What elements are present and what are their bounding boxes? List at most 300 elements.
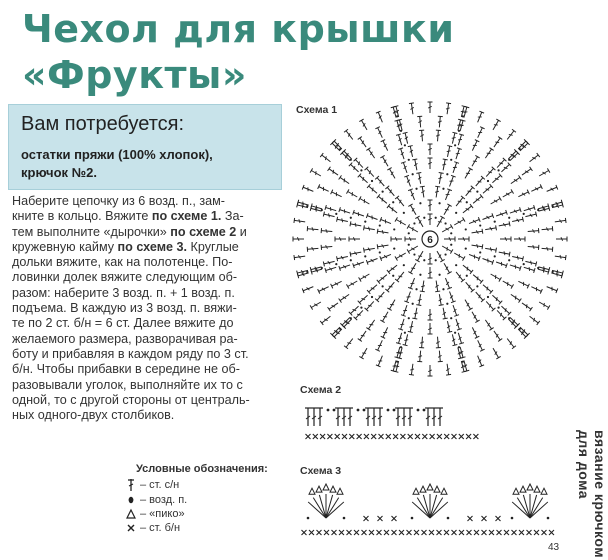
- single-crochet-mark: [482, 530, 487, 535]
- stitch-mark: [509, 263, 521, 271]
- stitch-mark: [417, 116, 423, 127]
- single-crochet-mark: [408, 434, 413, 439]
- chain-mark: [363, 409, 366, 412]
- stitch-mark: [408, 189, 417, 201]
- chain-mark: [408, 317, 410, 319]
- chain-mark: [523, 213, 525, 215]
- stitch-mark: [512, 217, 524, 224]
- stitch-mark: [538, 300, 550, 310]
- stitch-mark: [366, 318, 376, 330]
- single-crochet-mark: [327, 434, 332, 439]
- stitch-mark: [441, 159, 448, 171]
- chain-mark: [479, 251, 481, 253]
- chain-mark: [415, 188, 417, 190]
- chain-mark: [393, 409, 396, 412]
- stitch-mark: [344, 129, 355, 141]
- stitch-mark: [475, 127, 484, 139]
- stitch-mark: [541, 246, 552, 252]
- stitch-mark: [437, 294, 444, 306]
- stitch-mark: [305, 408, 311, 426]
- stitch-mark: [482, 256, 494, 265]
- stitch-mark: [403, 334, 410, 346]
- stitch-mark: [366, 213, 378, 222]
- stitch-mark: [470, 140, 479, 152]
- stitch-mark: [437, 408, 443, 426]
- single-crochet-mark: [459, 530, 464, 535]
- chain-mark: [435, 217, 437, 219]
- single-crochet-mark: [437, 434, 442, 439]
- stitch-mark: [525, 212, 537, 219]
- stitch-mark: [359, 119, 369, 131]
- stitch-mark: [335, 237, 346, 242]
- stitch-mark: [441, 307, 448, 319]
- stitch-mark: [408, 321, 415, 333]
- stitch-mark: [483, 148, 493, 160]
- single-crochet-mark: [306, 434, 311, 439]
- chain-mark: [487, 180, 489, 182]
- stitch-mark: [474, 290, 485, 302]
- single-crochet-mark: [422, 434, 427, 439]
- side-caption: вязание крючком для дома: [576, 430, 608, 559]
- stitch-mark: [501, 279, 513, 289]
- stitch-mark: [346, 189, 358, 199]
- stitch-mark: [311, 408, 317, 426]
- stitch-mark: [395, 196, 406, 208]
- stitch-mark: [346, 279, 358, 289]
- chain-mark: [454, 332, 456, 334]
- single-crochet-mark: [347, 530, 352, 535]
- stitch-mark: [456, 134, 464, 146]
- stitch-mark: [349, 304, 360, 315]
- stitch-mark: [468, 217, 480, 226]
- stitch-mark: [431, 408, 437, 426]
- chain-mark: [487, 296, 489, 298]
- instructions-line: кните в кольцо. Вяжите по схеме 1. За-: [12, 209, 244, 224]
- stitch-mark: [451, 162, 459, 174]
- stitch-mark: [428, 214, 433, 225]
- stitch-mark: [409, 363, 415, 375]
- stitch-mark: [471, 229, 483, 236]
- stitch-mark: [408, 277, 417, 289]
- stitch-mark: [450, 334, 457, 346]
- stitch-mark: [525, 259, 537, 266]
- stitch-mark: [546, 284, 558, 293]
- stitch-mark: [387, 168, 397, 180]
- single-crochet-mark: [349, 434, 354, 439]
- chain-mark: [403, 212, 405, 214]
- stitch-mark: [425, 408, 431, 426]
- stitch-mark: [445, 321, 452, 333]
- stitch-mark: [381, 326, 390, 338]
- stitch-mark: [371, 408, 377, 426]
- stitch-mark: [521, 301, 533, 311]
- single-crochet-mark: [489, 530, 494, 535]
- chain-stitch-symbol-icon: [126, 493, 136, 507]
- stitch-mark: [375, 127, 384, 139]
- stitch-mark: [475, 111, 484, 123]
- page-number: 43: [548, 542, 560, 553]
- chain-mark: [508, 217, 510, 219]
- single-crochet-mark: [342, 434, 347, 439]
- stitch-mark: [417, 350, 423, 361]
- stitch-mark: [331, 190, 343, 199]
- stitch-mark: [404, 175, 413, 187]
- chain-mark: [444, 222, 446, 224]
- single-crochet-mark: [474, 530, 479, 535]
- single-crochet-mark: [414, 530, 419, 535]
- stitch-mark: [428, 200, 433, 211]
- chain-mark: [408, 232, 410, 234]
- stitch-mark: [485, 246, 497, 253]
- stitch-mark: [359, 196, 371, 206]
- stitch-mark: [498, 221, 510, 228]
- single-crochet-mark: [467, 530, 472, 535]
- stitch-mark: [445, 363, 451, 375]
- chain-mark: [392, 201, 394, 203]
- chain-mark: [508, 259, 510, 261]
- chain-mark: [479, 224, 481, 226]
- stitch-mark: [358, 330, 368, 342]
- stitch-mark: [428, 309, 433, 320]
- stitch-mark: [339, 207, 351, 215]
- single-crochet-mark: [430, 434, 435, 439]
- stitch-mark: [453, 217, 465, 227]
- chain-mark: [408, 159, 410, 161]
- chain-mark: [393, 247, 395, 249]
- stitch-mark: [321, 244, 332, 250]
- legend-label: – ст. б/н: [140, 522, 181, 534]
- stitch-mark: [331, 279, 343, 288]
- stitch-mark: [294, 218, 306, 224]
- chain-mark: [364, 221, 366, 223]
- chain-mark: [450, 232, 452, 234]
- stitch-mark: [495, 260, 507, 268]
- stitch-mark: [354, 158, 365, 169]
- single-crochet-mark: [549, 530, 554, 535]
- stitch-mark: [380, 310, 390, 322]
- stitch-mark: [475, 339, 484, 351]
- stitch-mark: [325, 265, 337, 273]
- single-crochet-mark: [309, 530, 314, 535]
- stitch-mark: [341, 408, 347, 426]
- single-crochet-mark: [378, 516, 383, 521]
- stitch-mark: [323, 212, 335, 219]
- chain-mark: [357, 409, 360, 412]
- chain-mark: [350, 217, 352, 219]
- stitch-mark: [523, 265, 535, 273]
- stitch-mark: [302, 185, 314, 194]
- chain-mark: [419, 202, 421, 204]
- stitch-mark: [294, 254, 306, 260]
- single-crochet-mark: [302, 530, 307, 535]
- stitch-mark: [463, 168, 473, 180]
- stitch-mark: [517, 279, 529, 288]
- chain-mark: [327, 409, 330, 412]
- stitch-mark: [385, 281, 396, 293]
- single-crochet-mark: [384, 530, 389, 535]
- single-crochet-mark: [504, 530, 509, 535]
- single-crochet-mark: [399, 530, 404, 535]
- chain-mark: [446, 173, 448, 175]
- stitch-mark: [443, 189, 452, 201]
- chain-mark: [371, 296, 373, 298]
- chain-mark: [494, 255, 496, 257]
- stitch-mark: [428, 102, 433, 113]
- single-crochet-mark: [324, 530, 329, 535]
- chain-mark: [423, 409, 426, 412]
- stitch-mark: [461, 204, 473, 215]
- stitch-mark: [365, 300, 376, 312]
- single-crochet-mark: [371, 434, 376, 439]
- instructions-line: боту и прибавляя в каждом ряду по 3 ст.: [12, 346, 249, 361]
- requirements-yarn: остатки пряжи (100% хлопок),: [21, 147, 213, 162]
- stitch-mark: [318, 284, 330, 293]
- stitch-mark: [454, 196, 465, 208]
- stitch-mark: [509, 292, 521, 302]
- stitch-mark: [358, 293, 370, 304]
- stitch-mark: [501, 189, 513, 199]
- stitch-mark: [320, 314, 332, 325]
- chain-mark: [392, 275, 394, 277]
- single-crochet-mark: [527, 530, 532, 535]
- stitch-mark: [310, 300, 322, 310]
- instructions-line: одной, то с другой стороны от централь-: [12, 392, 250, 407]
- single-crochet-mark: [542, 530, 547, 535]
- chain-mark: [537, 209, 539, 211]
- chain-mark: [382, 285, 384, 287]
- stitch-mark: [483, 318, 493, 330]
- stitch-mark: [434, 280, 441, 292]
- stitch-mark: [495, 309, 506, 320]
- stitch-mark: [470, 326, 479, 338]
- legend-label: – «пико»: [140, 508, 185, 520]
- instructions-line: дольки вяжите, как на полотенце. По-: [12, 255, 233, 270]
- stitch-mark: [419, 130, 425, 141]
- lace-shell: [307, 484, 346, 519]
- stitch-mark: [350, 250, 362, 257]
- chain-mark: [413, 222, 415, 224]
- stitch-mark: [339, 175, 351, 185]
- single-crochet-mark: [415, 434, 420, 439]
- stitch-mark: [546, 185, 558, 194]
- stitch-mark: [367, 184, 379, 195]
- stitch-mark: [528, 228, 539, 234]
- stitch-mark: [554, 254, 566, 260]
- stitch-mark: [435, 130, 441, 141]
- page-title: [22, 6, 542, 98]
- single-crochet-mark: [320, 434, 325, 439]
- stitch-mark: [521, 167, 533, 177]
- stitch-mark: [481, 184, 493, 195]
- stitch-mark: [307, 226, 318, 232]
- scheme-2-diagram: [302, 404, 492, 444]
- chain-mark: [333, 409, 336, 412]
- stitch-mark: [454, 318, 462, 330]
- stitch-mark: [408, 204, 418, 216]
- single-crochet-mark: [369, 530, 374, 535]
- stitch-mark: [541, 226, 552, 232]
- stitch-mark: [416, 173, 423, 185]
- stitch-mark: [404, 291, 413, 303]
- single-crochet-mark: [482, 516, 487, 521]
- chain-mark: [350, 259, 352, 261]
- stitch-mark: [321, 228, 332, 234]
- stitch-mark: [470, 155, 480, 167]
- stitch-mark: [461, 263, 473, 274]
- chain-mark: [450, 244, 452, 246]
- chain-mark: [412, 303, 414, 305]
- stitch-mark: [320, 153, 332, 164]
- scheme-1-label: Схема 1: [296, 104, 338, 116]
- stitch-mark: [337, 217, 349, 224]
- stitch-mark: [395, 251, 407, 261]
- stitch-mark: [318, 184, 330, 193]
- stitch-mark: [358, 137, 368, 149]
- stitch-mark: [409, 103, 415, 115]
- stitch-mark: [447, 175, 456, 187]
- stitch-mark: [445, 103, 451, 115]
- stitch-mark: [447, 291, 456, 303]
- stitch-mark: [495, 210, 507, 218]
- instructions-line: тем выполните «дырочки» по схеме 2 и: [12, 224, 247, 239]
- chain-mark: [408, 244, 410, 246]
- chain-mark: [371, 180, 373, 182]
- chain-mark: [364, 255, 366, 257]
- single-crochet-mark: [444, 530, 449, 535]
- stitch-mark: [365, 408, 371, 426]
- stitch-mark: [491, 119, 501, 131]
- single-crochet-mark: [468, 516, 473, 521]
- stitch-mark: [365, 167, 376, 179]
- stitch-mark: [391, 237, 402, 242]
- stitch-mark: [396, 332, 404, 344]
- stitch-mark: [302, 284, 314, 293]
- instructions-line: те по 2 ст. б/н = 6 ст. Далее вяжите до: [12, 316, 234, 331]
- stitch-mark: [428, 267, 433, 278]
- stitch-mark: [401, 408, 407, 426]
- stitch-mark: [387, 204, 399, 215]
- single-crochet-mark: [335, 434, 340, 439]
- stitch-mark: [395, 217, 407, 227]
- stitch-mark: [442, 204, 452, 216]
- single-crochet-symbol-icon: [126, 521, 136, 535]
- chain-mark: [465, 247, 467, 249]
- single-crochet-mark: [519, 530, 524, 535]
- stitch-mark: [310, 168, 322, 178]
- stitch-mark: [358, 174, 370, 185]
- stitch-mark: [323, 259, 335, 266]
- stitch-mark: [485, 225, 497, 232]
- chain-mark: [497, 306, 499, 308]
- stitch-mark: [385, 186, 396, 198]
- chain-mark: [387, 409, 390, 412]
- chain-mark: [444, 253, 446, 255]
- single-crochet-mark: [452, 530, 457, 535]
- stitch-mark: [377, 229, 389, 236]
- chain-mark: [442, 288, 444, 290]
- stitch-mark: [472, 194, 484, 205]
- stitch-mark: [437, 116, 443, 127]
- chain-mark: [435, 259, 437, 261]
- chain-mark: [412, 173, 414, 175]
- stitch-mark: [367, 283, 379, 294]
- stitch-mark: [401, 304, 409, 316]
- stitch-mark: [475, 355, 484, 367]
- stitch-mark: [538, 168, 550, 178]
- stitch-mark: [509, 175, 521, 185]
- stitch-mark: [395, 408, 401, 426]
- stitch-mark: [512, 254, 524, 261]
- chain-mark: [552, 205, 554, 207]
- chain-mark: [335, 213, 337, 215]
- requirements-heading: Вам потребуется:: [21, 113, 185, 135]
- stitch-mark: [293, 237, 304, 242]
- single-crochet-mark: [339, 530, 344, 535]
- stitch-mark: [500, 163, 511, 174]
- chain-mark: [438, 202, 440, 204]
- chain-mark: [404, 332, 406, 334]
- chain-mark: [423, 217, 425, 219]
- stitch-mark: [472, 273, 484, 284]
- single-crochet-mark: [386, 434, 391, 439]
- stitch-mark: [444, 237, 455, 242]
- stitch-mark: [468, 252, 480, 261]
- stitch-mark: [435, 337, 441, 348]
- stitch-mark: [463, 298, 473, 310]
- single-crochet-mark: [444, 434, 449, 439]
- chain-mark: [455, 264, 457, 266]
- stitch-mark: [347, 408, 353, 426]
- stitch-mark: [498, 250, 510, 257]
- single-crochet-mark: [497, 530, 502, 535]
- chain-mark: [466, 275, 468, 277]
- scheme-3-diagram: [298, 478, 568, 558]
- instructions-text: [12, 194, 280, 423]
- chain-mark: [455, 212, 457, 214]
- stitch-mark: [492, 330, 502, 342]
- stitch-mark: [528, 244, 539, 250]
- stitch-mark: [408, 146, 415, 158]
- single-crochet-mark: [392, 516, 397, 521]
- stitch-mark: [381, 140, 390, 152]
- stitch-mark: [376, 355, 385, 367]
- stitch-mark: [377, 194, 389, 205]
- stitch-mark: [344, 337, 355, 349]
- stitch-mark: [408, 262, 418, 274]
- stitch-mark: [359, 272, 371, 282]
- stitch-mark: [395, 270, 406, 282]
- chain-mark: [523, 263, 525, 265]
- stitch-mark: [482, 213, 494, 222]
- single-crochet-mark: [379, 434, 384, 439]
- stitch-mark: [464, 186, 475, 198]
- legend-item-picot: [126, 507, 185, 521]
- single-crochet-mark: [392, 530, 397, 535]
- stitch-mark: [377, 408, 383, 426]
- single-crochet-mark: [357, 434, 362, 439]
- single-crochet-mark: [354, 530, 359, 535]
- stitch-mark: [458, 237, 469, 242]
- instructions-line: желаемого размера, разворачивая ра-: [12, 331, 238, 346]
- stitch-mark: [337, 254, 349, 261]
- stitch-mark: [491, 293, 503, 304]
- stitch-mark: [401, 162, 409, 174]
- instructions-line: разовывали уголок, выполняйте их то с: [12, 377, 243, 392]
- stitch-mark: [428, 144, 433, 155]
- stitch-mark: [489, 272, 501, 282]
- stitch-mark: [375, 290, 386, 302]
- instructions-line: кружевную кайму по схеме 3. Круглые: [12, 239, 239, 254]
